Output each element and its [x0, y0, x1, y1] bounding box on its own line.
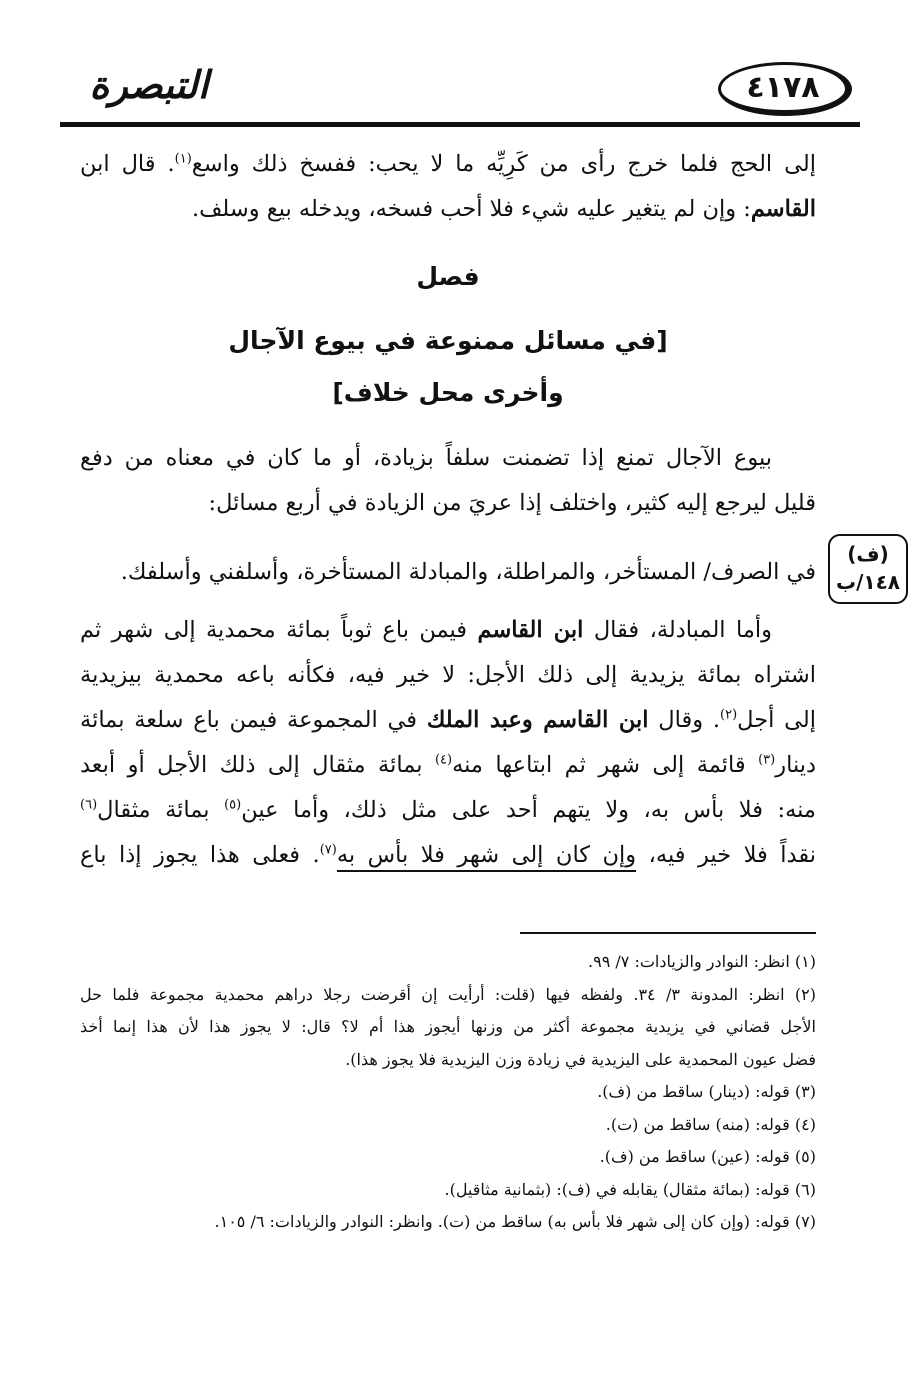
- text-span: قائمة إلى شهر ثم ابتاعها منه: [452, 752, 759, 778]
- page-header: [60, 40, 860, 130]
- text-span: . وقال: [648, 707, 721, 733]
- text-span: إلى أجل: [737, 707, 816, 733]
- footnote-2-line-1: (٢) انظر: المدونة ٣/ ٣٤. ولفظه فيها (قلت: أرأيت إن أقرضت رجلا دراهم محمدية مجموعة فلما حل: [80, 984, 817, 1004]
- footnote-ref: (٤): [434, 752, 453, 768]
- manuscript-folio-note: [828, 534, 908, 604]
- paragraph-4: [80, 608, 816, 878]
- folio-source: (ف): [847, 542, 889, 566]
- footnote-5: (٥) قوله: (عين) ساقط من (ف).: [599, 1147, 816, 1166]
- text-line: [80, 698, 816, 743]
- text-span: . فعلى هذا يجوز إذا باع: [80, 842, 320, 868]
- text-span: . قال ابن: [80, 151, 175, 177]
- text-line: [80, 187, 816, 232]
- text-span: نقداً فلا خير فيه،: [636, 842, 817, 868]
- text-line: في الصرف/ المستأخر، والمراطلة، والمبادلة المستأخرة، وأسلفني وأسلفك.: [120, 559, 816, 585]
- folio-number: ١٤٨/ب: [835, 570, 901, 594]
- text-span: في المجموعة فيمن باع سلعة بمائة: [80, 707, 427, 733]
- footnote-ref: (٦): [80, 797, 98, 813]
- text-span: فيمن باع ثوباً بمائة محمدية إلى شهر ثم: [80, 617, 478, 643]
- section-label: فصل: [416, 262, 480, 291]
- section-title-line-2: وأخرى محل خلاف]: [332, 378, 564, 407]
- text-line: [80, 788, 816, 833]
- paragraph-1: [80, 142, 816, 232]
- text-line: [80, 743, 816, 788]
- book-title: التبصرة: [89, 63, 209, 107]
- text-span: بمائة مثقال إلى ذلك الأجل أو أبعد: [80, 752, 435, 778]
- paragraph-2: [80, 436, 816, 526]
- person-name: ابن القاسم: [477, 617, 584, 643]
- text-line: اشتراه بمائة يزيدية إلى ذلك الأجل: لا خير فيه، فكأنه باعه محمدية بيزيدية: [80, 662, 816, 688]
- page-number: ٤١٧٨: [718, 62, 852, 116]
- text-line: بيوع الآجال تمنع إذا تضمنت سلفاً بزيادة، أو ما كان في معناه من دفع: [80, 445, 772, 471]
- underlined-text: وإن كان إلى شهر فلا بأس به: [337, 842, 636, 872]
- footnote-ref: (٧): [319, 842, 337, 858]
- text-span: منه: فلا بأس به، ولا يتهم أحد على مثل ذلك، وأما عين: [241, 797, 816, 823]
- footnote-ref: (٢): [720, 707, 738, 723]
- footnote-3: (٣) قوله: (دينار) ساقط من (ف).: [597, 1082, 816, 1101]
- text-span: وأما المبادلة، فقال: [583, 617, 772, 643]
- footnote-ref: (٥): [224, 797, 242, 813]
- footnote-2-line-2: الأجل قضاني في يزيدية مجموعة أكثر من وزنها أيجوز هذا أم لا؟ قال: لا يجوز هذا لأن هذا إنما أخذ: [80, 1017, 817, 1036]
- footnote-ref: (١): [174, 151, 192, 167]
- person-name: ابن القاسم: [543, 707, 649, 733]
- footnote-6: (٦) قوله: (بمائة مثقال) يقابله في (ف): (بثمانية مثاقيل).: [444, 1179, 816, 1199]
- text-span: بمائة مثقال: [97, 797, 225, 823]
- paragraph-3: [80, 550, 816, 595]
- footnote-ref: (٣): [758, 752, 776, 768]
- text-line: [80, 608, 816, 653]
- footnotes: [80, 946, 816, 1239]
- text-line: [80, 833, 816, 878]
- text-line: [80, 142, 816, 187]
- footnote-4: (٤) قوله: (منه) ساقط من (ت).: [605, 1114, 816, 1134]
- footnote-separator: [520, 932, 816, 934]
- person-name: عبد الملك: [426, 707, 522, 733]
- text-span: إلى الحج فلما خرج رأى من كَرِيِّه ما لا يحب: ففسخ ذلك واسع: [191, 151, 816, 177]
- text-line: قليل ليرجع إليه كثير، واختلف إذا عريَ من الزيادة في أربع مسائل:: [208, 490, 816, 516]
- text-span: و: [521, 707, 544, 733]
- section-title-line-1: [في مسائل ممنوعة في بيوع الآجال: [228, 326, 668, 355]
- person-name: القاسم: [750, 196, 816, 222]
- footnote-2-line-3: فضل عيون المحمدية على اليزيدية في زيادة وزن اليزيدية فلا يجوز هذا).: [345, 1049, 816, 1069]
- text-span: دينار: [775, 752, 817, 778]
- footnote-7: (٧) قوله: (وإن كان إلى شهر فلا بأس به) ساقط من (ت). وانظر: النوادر والزيادات: ٦/ ١٠٥.: [214, 1212, 816, 1231]
- header-rule: [60, 122, 860, 127]
- footnote-1: (١) انظر: النوادر والزيادات: ٧/ ٩٩.: [588, 952, 816, 971]
- text-span: : وإن لم يتغير عليه شيء فلا أحب فسخه، ويدخله بيع وسلف.: [191, 196, 751, 222]
